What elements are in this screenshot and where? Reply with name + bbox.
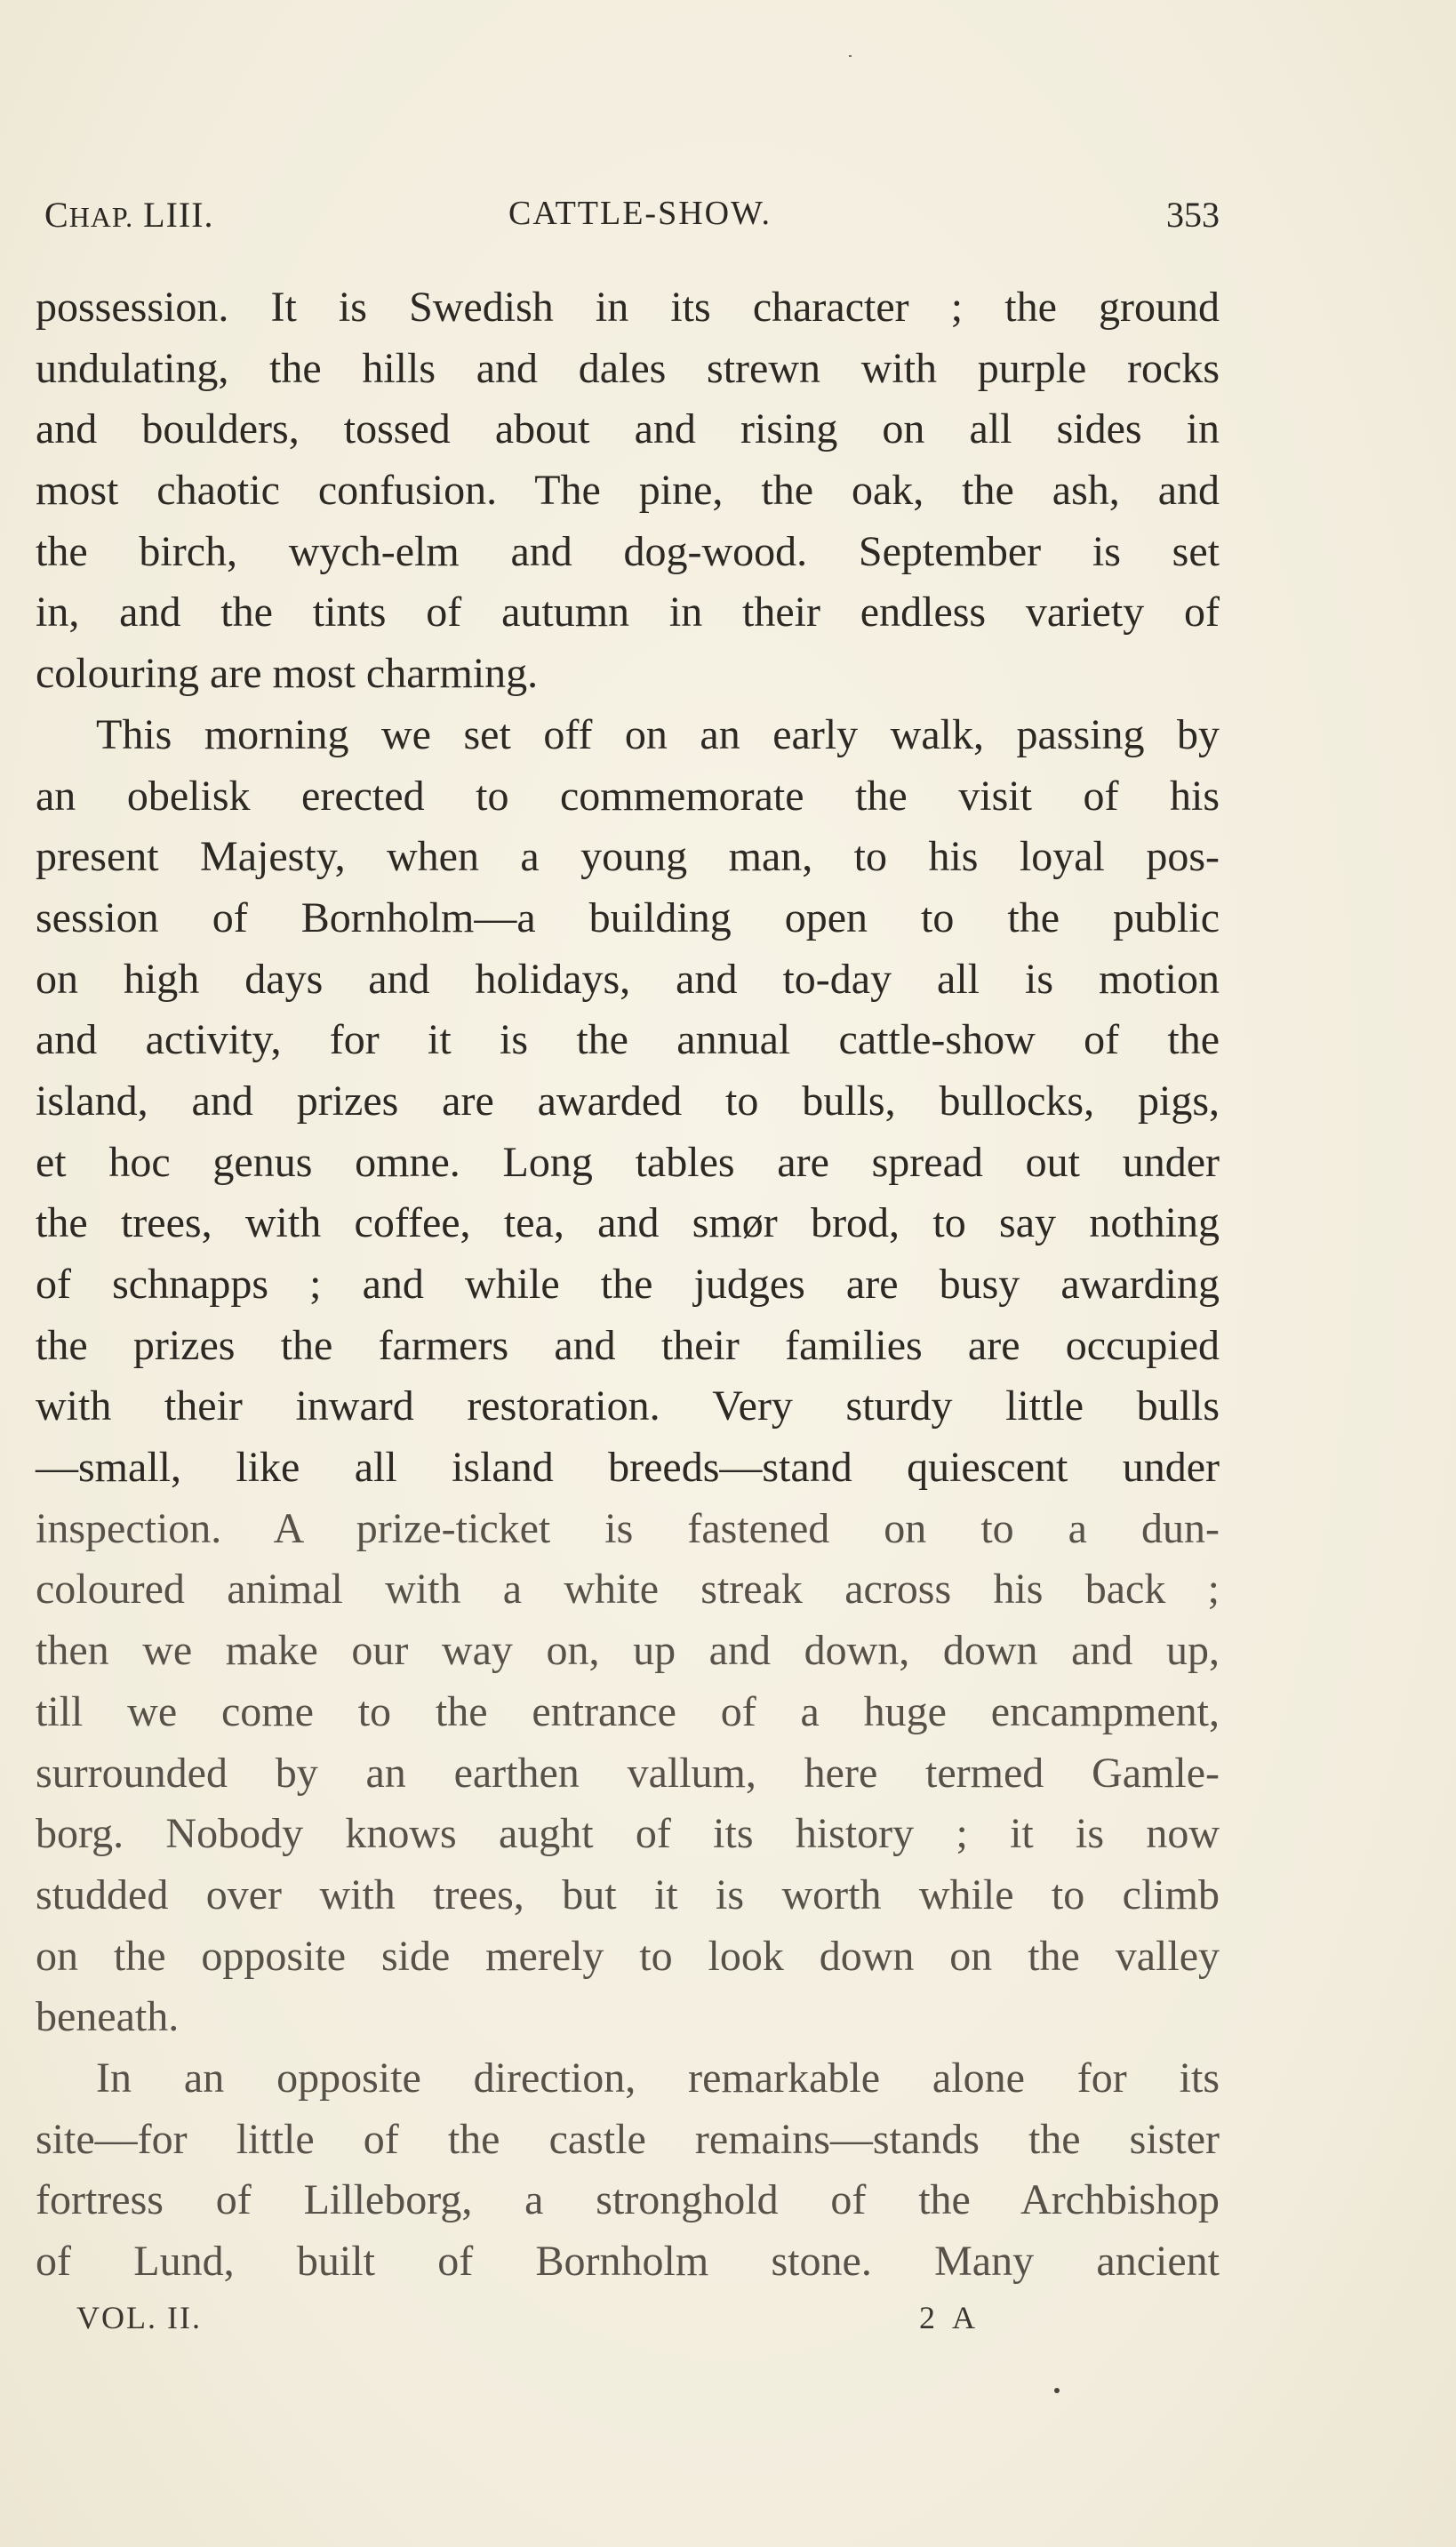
text-line: an obelisk erected to commemorate the visit of his bbox=[36, 772, 1220, 820]
text-line: In an opposite direction, remarkable alone for its bbox=[96, 2054, 1220, 2102]
page-number: 353 bbox=[1166, 195, 1220, 235]
text-line: then we make our way on, up and down, down and up, bbox=[36, 1627, 1220, 1675]
text-line: on the opposite side merely to look down on the valley bbox=[36, 1932, 1220, 1980]
paper-speck bbox=[1054, 2388, 1060, 2393]
text-line: the trees, with coffee, tea, and smør brod, to say nothing bbox=[36, 1199, 1220, 1247]
signature-mark: 2 A bbox=[919, 2300, 981, 2335]
text-line: studded over with trees, but it is worth while to climb bbox=[36, 1870, 1220, 1918]
text-line: of schnapps ; and while the judges are busy awarding bbox=[36, 1261, 1220, 1308]
page-footer bbox=[76, 2299, 1019, 2343]
chapter-prefix: C bbox=[44, 195, 69, 235]
text-line: the prizes the farmers and their families are occupied bbox=[36, 1321, 1220, 1369]
text-line: and activity, for it is the annual cattle-show of the bbox=[36, 1016, 1220, 1064]
text-line: This morning we set off on an early walk, passing by bbox=[96, 710, 1220, 758]
text-line: borg. Nobody knows aught of its history ; it is now bbox=[36, 1810, 1220, 1858]
text-line: possession. It is Swedish in its character ; the ground bbox=[36, 284, 1220, 331]
text-line: undulating, the hills and dales strewn with purple rocks bbox=[36, 344, 1220, 392]
text-line: on high days and holidays, and to-day all is motion bbox=[36, 955, 1220, 1003]
chapter-word: HAP. bbox=[68, 201, 134, 233]
text-line: with their inward restoration. Very sturdy little bulls bbox=[36, 1382, 1220, 1430]
running-title: CATTLE-SHOW. bbox=[508, 195, 772, 232]
text-line: —small, like all island breeds—stand quiescent under bbox=[36, 1444, 1220, 1492]
text-line: site—for little of the castle remains—stands the sister bbox=[36, 2115, 1220, 2163]
text-line: session of Bornholm—a building open to the public bbox=[36, 893, 1220, 941]
chapter-label bbox=[44, 194, 214, 236]
text-line: the birch, wych-elm and dog-wood. September is set bbox=[36, 527, 1220, 575]
text-line: till we come to the entrance of a huge encampment, bbox=[36, 1687, 1220, 1735]
text-line: colouring are most charming. bbox=[36, 650, 539, 698]
text-line: fortress of Lilleborg, a stronghold of the Archbishop bbox=[36, 2176, 1220, 2224]
text-line: in, and the tints of autumn in their endless variety of bbox=[36, 589, 1220, 637]
text-line: coloured animal with a white streak across his back ; bbox=[36, 1566, 1220, 1614]
text-line: of Lund, built of Bornholm stone. Many ancient bbox=[36, 2238, 1220, 2285]
text-line: and boulders, tossed about and rising on all sides in bbox=[36, 405, 1220, 453]
paper-speck bbox=[849, 55, 852, 57]
text-line: present Majesty, when a young man, to his loyal pos- bbox=[36, 833, 1220, 881]
volume-label: VOL. II. bbox=[76, 2300, 202, 2335]
page-body-text bbox=[36, 277, 1220, 2293]
text-line: surrounded by an earthen vallum, here termed Gamle- bbox=[36, 1749, 1220, 1797]
text-line: most chaotic confusion. The pine, the oak, the ash, and bbox=[36, 467, 1220, 515]
running-header bbox=[44, 194, 1220, 244]
text-line: island, and prizes are awarded to bulls, bullocks, pigs, bbox=[36, 1077, 1220, 1125]
text-line: et hoc genus omne. Long tables are spread out under bbox=[36, 1138, 1220, 1186]
text-line: beneath. bbox=[36, 1993, 180, 2041]
text-line: inspection. A prize-ticket is fastened on to a dun- bbox=[36, 1504, 1220, 1552]
chapter-number: LIII. bbox=[143, 195, 214, 235]
